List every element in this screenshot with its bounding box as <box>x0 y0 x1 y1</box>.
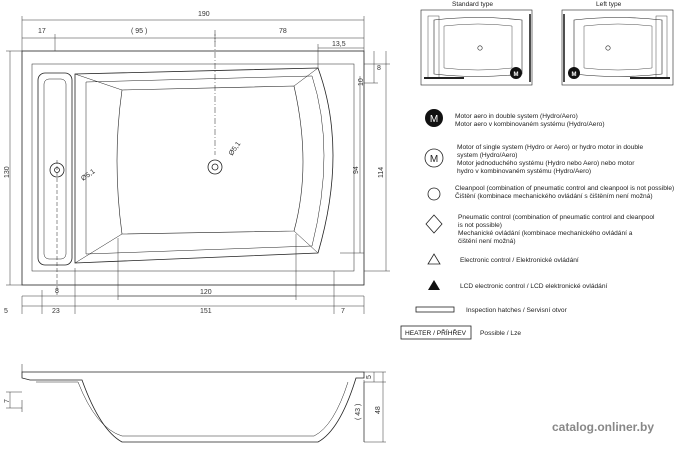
dim-inner-width: 114 <box>378 166 385 178</box>
section-dimension-lines <box>6 372 386 442</box>
dim-center-offset: ( 95 ) <box>131 28 148 35</box>
dim-floor-length: 120 <box>200 289 212 296</box>
left-motor-letter: M <box>571 72 577 78</box>
legend-pneumatic-line4: čištění není možná) <box>458 238 516 245</box>
heater-note: Possible / Lze <box>480 330 522 337</box>
legend-pneumatic-line3: Mechanické ovládání (kombinace mechanického ovládání a <box>458 230 633 237</box>
dim-section-total-height: 48 <box>375 406 382 414</box>
dim-bottom-small: 8 <box>55 288 59 295</box>
cleanpool-circle-icon <box>428 188 440 200</box>
dim-drain-left: Ø5,1 <box>80 168 97 183</box>
dim-right-inset: 13,5 <box>332 41 346 48</box>
dim-left-edge: 5 <box>4 308 8 315</box>
section-view <box>22 364 364 442</box>
legend-motor-filled-line1: Motor aero in double system (Hydro/Aero) <box>455 113 578 120</box>
dim-bottom-left: 23 <box>52 308 60 315</box>
dim-basin-width: 94 <box>353 166 360 174</box>
heater-label: HEATER / PŘÍHŘEV <box>405 330 467 337</box>
legend-motor-filled-line2: Motor aero v kombinovaném systému (Hydro/Aero) <box>455 121 605 128</box>
center-drain <box>208 160 222 174</box>
legend-motor-outline-line3: Motor jednoduchého systému (Hydro nebo Aero) nebo motor <box>457 160 635 167</box>
tub-section-outline <box>22 372 364 442</box>
dim-top-gap: 10 <box>358 78 365 86</box>
standard-type-label: Standard type <box>452 1 494 8</box>
legend-inspection-line1: Inspection hatches / Servisní otvor <box>466 307 567 314</box>
legend-cleanpool-line1: Cleanpool (combination of pneumatic control and cleanpool is not possible) <box>455 185 675 192</box>
motor-filled-letter: M <box>429 114 439 125</box>
dim-section-right-top: 5 <box>366 375 373 379</box>
electronic-triangle-icon <box>428 254 440 264</box>
dim-section-left-height: 7 <box>4 399 11 403</box>
left-type-label: Left type <box>596 1 622 8</box>
tub-inner-rim <box>32 64 354 271</box>
legend-motor-outline-line1: Motor of single system (Hydro or Aero) or hydro motor in double <box>457 144 644 151</box>
tub-floor <box>117 86 303 234</box>
legend-motor-outline-line2: system (Hydro/Aero) <box>457 152 518 159</box>
dim-overall-width: 130 <box>4 166 11 178</box>
dim-section-inner-depth: ( 43 ) <box>355 403 362 420</box>
legend-motor-outline-line4: hydro v kombinovaném systému (Hydro/Aero) <box>457 168 592 175</box>
pneumatic-diamond-icon <box>426 215 442 233</box>
lcd-triangle-icon <box>428 280 440 290</box>
inspection-hatch-icon <box>416 307 454 312</box>
standard-motor-letter: M <box>513 72 519 78</box>
dim-total-length: 190 <box>198 11 210 18</box>
legend-pneumatic-line1: Pneumatic control (combination of pneumatic control and cleanpool <box>458 214 655 221</box>
plan-dimension-lines <box>6 16 390 314</box>
tub-basin-inner <box>86 76 324 254</box>
legend-pneumatic-line2: is not possible) <box>458 222 502 229</box>
legend-cleanpool-line2: Čištění (kombinace mechanického ovládání s čištěním není možná) <box>455 193 653 200</box>
dim-left-end: 17 <box>38 28 46 35</box>
tub-outer-rim <box>22 51 364 285</box>
dim-inner-length: 151 <box>200 308 212 315</box>
motor-outline-letter: M <box>429 154 439 165</box>
plan-view <box>22 30 364 295</box>
tub-basin-outline <box>75 68 333 263</box>
dim-bottom-right: 7 <box>341 308 345 315</box>
dim-drain-center: Ø5,1 <box>227 140 243 158</box>
legend-electronic-line1: Electronic control / Elektronické ovládání <box>460 257 579 264</box>
legend <box>401 109 674 339</box>
dim-right-offset: 78 <box>279 28 287 35</box>
dim-top-rim: 8 <box>377 65 381 72</box>
watermark: catalog.onliner.by <box>552 420 655 434</box>
legend-lcd-line1: LCD electronic control / LCD elektronické ovládání <box>460 283 608 290</box>
tub-section-inner <box>36 382 348 436</box>
